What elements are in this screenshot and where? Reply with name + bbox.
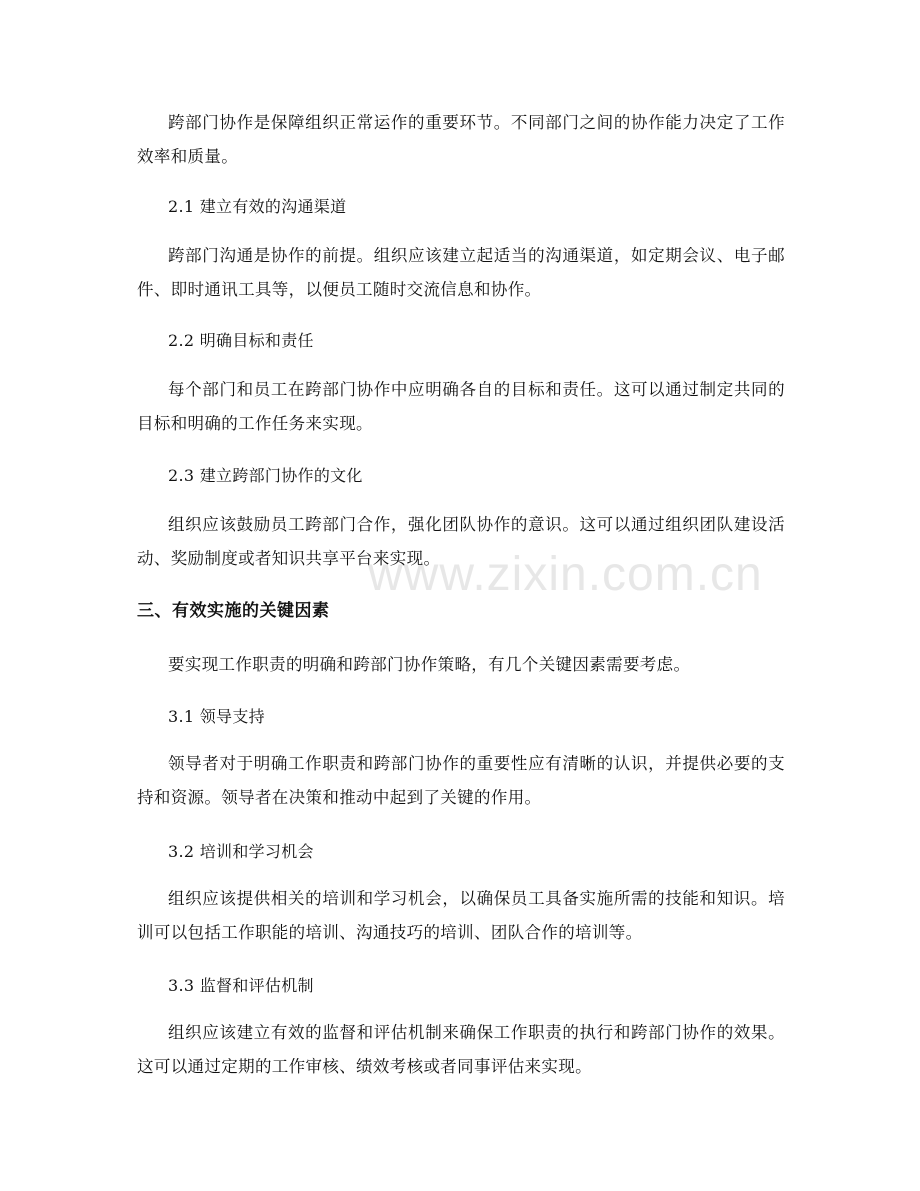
paragraph-3-3: 组织应该建立有效的监督和评估机制来确保工作职责的执行和跨部门协作的效果。这可以通过定期的工作审核、绩效考核或者同事评估来实现。: [137, 1023, 785, 1076]
intro-paragraph: 跨部门协作是保障组织正常运作的重要环节。不同部门之间的协作能力决定了工作效率和质量。: [137, 113, 785, 166]
heading-2-3: 2.3 建立跨部门协作的文化: [168, 466, 363, 485]
paragraph-3-1: 领导者对于明确工作职责和跨部门协作的重要性应有清晰的认识，并提供必要的支持和资源。领导者在决策和推动中起到了关键的作用。: [137, 754, 785, 807]
heading-3-2: 3.2 培训和学习机会: [168, 842, 314, 861]
paragraph-2-2: 每个部门和员工在跨部门协作中应明确各自的目标和责任。这可以通过制定共同的目标和明确的工作任务来实现。: [137, 380, 785, 433]
watermark: www.zixin.com.cn: [368, 548, 763, 601]
heading-2-2: 2.2 明确目标和责任: [168, 331, 314, 350]
paragraph-2-1: 跨部门沟通是协作的前提。组织应该建立起适当的沟通渠道，如定期会议、电子邮件、即时通讯工具等，以便员工随时交流信息和协作。: [137, 246, 785, 299]
heading-2-1: 2.1 建立有效的沟通渠道: [168, 197, 347, 216]
paragraph-3-2: 组织应该提供相关的培训和学习机会，以确保员工具备实施所需的技能和知识。培训可以包括工作职能的培训、沟通技巧的培训、团队合作的培训等。: [137, 889, 785, 942]
section-3-intro: 要实现工作职责的明确和跨部门协作策略，有几个关键因素需要考虑。: [168, 655, 691, 674]
paragraph-2-3: 组织应该鼓励员工跨部门合作，强化团队协作的意识。这可以通过组织团队建设活动、奖励制度或者知识共享平台来实现。: [137, 515, 785, 568]
section-heading-3: 三、有效实施的关键因素: [137, 601, 330, 621]
heading-3-1: 3.1 领导支持: [168, 707, 265, 726]
heading-3-3: 3.3 监督和评估机制: [168, 976, 314, 995]
